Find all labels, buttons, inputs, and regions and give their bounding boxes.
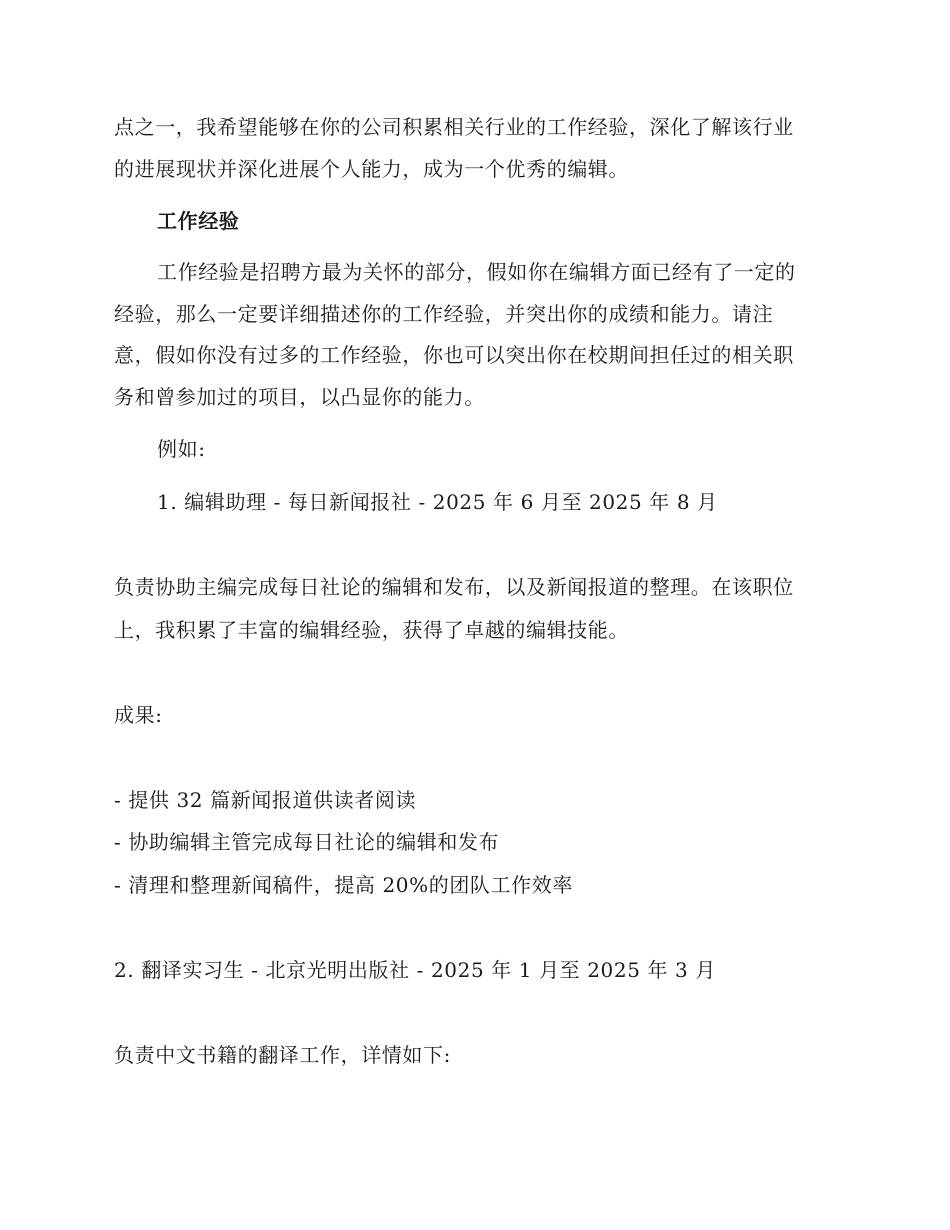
paragraph-line-2: 经验，那么一定要详细描述你的工作经验，并突出你的成绩和能力。请注 — [114, 302, 774, 326]
paragraph-line-1: 工作经验是招聘方最为关怀的部分，假如你在编辑方面已经有了一定的 — [157, 260, 796, 284]
example-label: 例如: — [157, 437, 206, 461]
intro-line-2: 的进展现状并深化进展个人能力，成为一个优秀的编辑。 — [114, 157, 629, 181]
job2-title: 2. 翻译实习生 - 北京光明出版社 - 2025 年 1 月至 2025 年 3 月 — [114, 958, 716, 982]
paragraph-line-4: 务和曾参加过的项目，以凸显你的能力。 — [114, 385, 485, 409]
job1-title: 1. 编辑助理 - 每日新闻报社 - 2025 年 6 月至 2025 年 8 月 — [157, 490, 718, 514]
job2-description: 负责中文书籍的翻译工作，详情如下: — [114, 1043, 451, 1067]
achievement-item-1: - 提供 32 篇新闻报道供读者阅读 — [114, 788, 417, 812]
achievement-item-3: - 清理和整理新闻稿件，提高 20%的团队工作效率 — [114, 873, 573, 897]
intro-line-1: 点之一，我希望能够在你的公司积累相关行业的工作经验，深化了解该行业 — [114, 115, 794, 139]
job1-achievements-label: 成果: — [114, 703, 163, 727]
section-heading: 工作经验 — [157, 209, 240, 233]
paragraph-line-3: 意，假如你没有过多的工作经验，你也可以突出你在校期间担任过的相关职 — [114, 343, 794, 367]
job1-description-line-1: 负责协助主编完成每日社论的编辑和发布，以及新闻报道的整理。在该职位 — [114, 575, 794, 599]
job1-description-line-2: 上，我积累了丰富的编辑经验，获得了卓越的编辑技能。 — [114, 618, 629, 642]
achievement-item-2: - 协助编辑主管完成每日社论的编辑和发布 — [114, 830, 500, 854]
